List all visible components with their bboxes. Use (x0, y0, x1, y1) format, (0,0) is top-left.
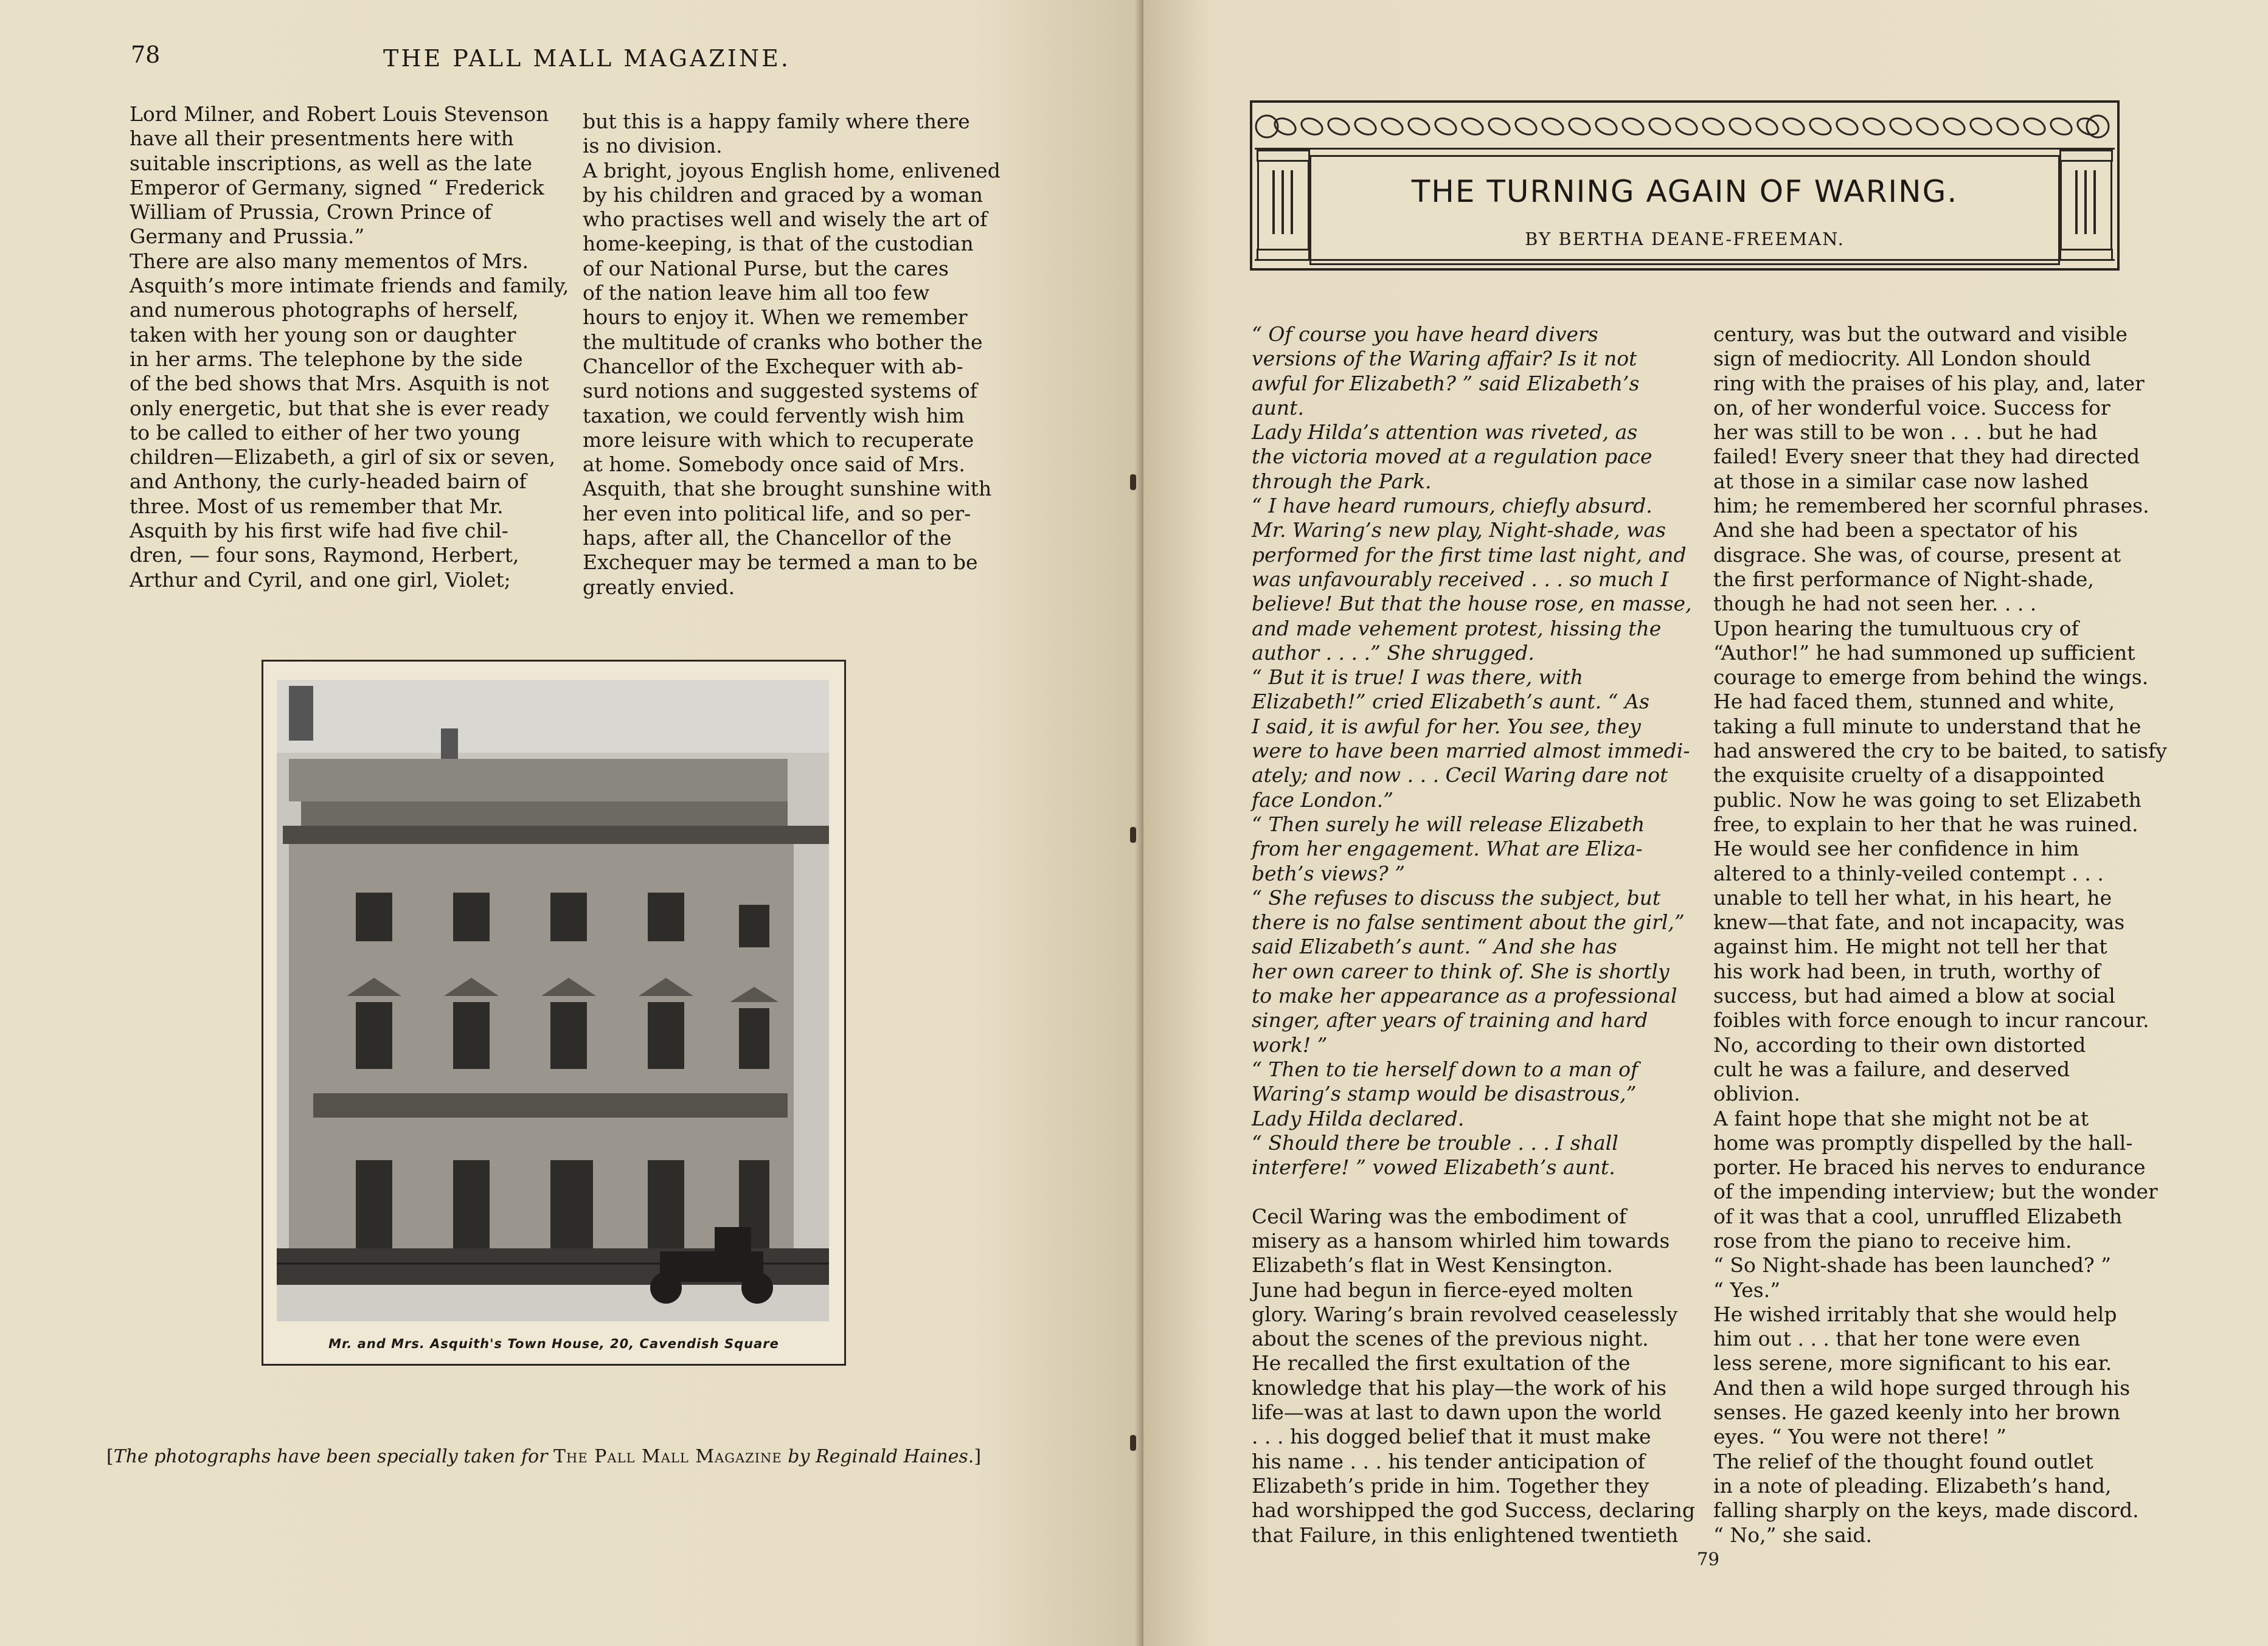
pillar-right (2060, 150, 2112, 260)
right-page (1143, 0, 2268, 1646)
text-line: “Author!” he had summoned up sufficient (1713, 640, 2135, 665)
text-line: beth’s views? ” (1252, 861, 1406, 885)
text-line: Emperor of Germany, signed “ Frederick (130, 175, 544, 199)
text-line: Germany and Prussia.” (130, 224, 365, 249)
credit-text-b: by Reginald Haines. (788, 1446, 974, 1467)
text-line: Chancellor of the Exchequer with ab- (583, 354, 963, 378)
text-line: He recalled the first exultation of the (1252, 1351, 1631, 1375)
text-line: ring with the praises of his play, and, later (1713, 371, 2145, 395)
text-line: “ But it is true! I was there, with (1252, 665, 1583, 690)
text-line: June had begun in fierce-eyed molten (1252, 1278, 1633, 1302)
text-line: success, but had aimed a blow at social (1713, 984, 2115, 1008)
text-line: No, according to their own distorted (1713, 1032, 2086, 1057)
text-line: Lord Milner, and Robert Louis Stevenson (130, 102, 549, 126)
text-line: greatly envied. (583, 575, 735, 599)
frieze-pattern (1255, 105, 2110, 148)
pillar-left (1257, 150, 1309, 260)
text-line: and numerous photographs of herself, (130, 298, 519, 322)
text-line: “ Should there be trouble . . . I shall (1252, 1130, 1618, 1155)
text-line: He had faced them, stunned and white, (1713, 690, 2115, 714)
magazine-title: THE PALL MALL MAGAZINE. (383, 45, 791, 72)
text-line: Elizabeth’s flat in West Kensington. (1252, 1253, 1613, 1278)
text-line: And then a wild hope surged through his (1713, 1375, 2131, 1400)
text-line: William of Prussia, Crown Prince of (130, 200, 492, 224)
text-line: “ Of course you have heard divers (1252, 322, 1598, 346)
text-line: failed! Every sneer that they had directed (1713, 444, 2140, 469)
text-line: eyes. “ You were not there! ” (1713, 1425, 2006, 1449)
text-line: had answered the cry to be baited, to satisfy (1713, 739, 2167, 763)
text-line: of the nation leave him all too few (583, 281, 930, 305)
text-line: face London.” (1252, 787, 1394, 812)
right-column-1 (1252, 322, 1695, 1547)
text-line: his name . . . his tender anticipation of (1252, 1449, 1645, 1473)
text-line: less serene, more significant to his ear. (1713, 1351, 2112, 1375)
page-number-left: 78 (131, 41, 161, 68)
text-line: in her arms. The telephone by the side (130, 347, 523, 371)
text-line: more leisure with which to recuperate (583, 427, 974, 452)
text-line: of the bed shows that Mrs. Asquith is not (130, 372, 549, 396)
text-line: surd notions and suggested systems of (583, 379, 978, 403)
text-line: of the impending interview; but the wonder (1713, 1180, 2158, 1204)
story-title-box (1250, 100, 2120, 271)
text-line: sign of mediocrity. All London should (1713, 347, 2091, 371)
text-line: the first performance of Night-shade, (1713, 567, 2094, 591)
text-line: Exchequer may be termed a man to be (583, 550, 978, 575)
text-line: knowledge that his play—the work of his (1252, 1375, 1667, 1400)
text-line: only energetic, but that she is ever ready (130, 396, 549, 420)
text-line: about the scenes of the previous night. (1252, 1327, 1649, 1351)
text-line: there is no false sentiment about the girl,” (1252, 910, 1685, 935)
text-line: suitable inscriptions, as well as the late (130, 151, 533, 175)
text-line: have all their presentments here with (130, 126, 514, 151)
binding-stitch (1130, 827, 1136, 843)
text-line: the victoria moved at a regulation pace (1252, 444, 1652, 469)
text-line: Arthur and Cyril, and one girl, Violet; (130, 567, 511, 592)
text-line: her was still to be won . . . but he had (1713, 420, 2098, 444)
credit-magazine: The Pall Mall Magazine (553, 1446, 782, 1467)
text-line: through the Park. (1252, 469, 1432, 493)
text-line: was unfavourably received . . . so much I (1252, 567, 1669, 591)
text-line: on, of her wonderful voice. Success for (1713, 395, 2110, 420)
text-line: knew—that fate, and not incapacity, was (1713, 910, 2125, 935)
text-line: A faint hope that she might not be at (1713, 1106, 2089, 1130)
text-line: “ Yes.” (1713, 1278, 1781, 1302)
text-line: author . . . .” She shrugged. (1252, 640, 1535, 665)
text-line: senses. He gazed keenly into her brown (1713, 1400, 2120, 1425)
photo-frame (262, 660, 846, 1366)
text-line: Cecil Waring was the embodiment of (1252, 1204, 1627, 1228)
credit-text-a: The photographs have been specially taken for (113, 1446, 548, 1467)
left-column-1 (130, 102, 569, 592)
text-line: believe! But that the house rose, en masse, (1252, 592, 1692, 616)
text-line: but this is a happy family where there (583, 109, 970, 133)
text-line: misery as a hansom whirled him towards (1252, 1228, 1670, 1253)
text-line: her own career to think of. She is shortly (1252, 959, 1670, 983)
binding-stitch (1130, 474, 1136, 490)
text-line: and Anthony, the curly-headed bairn of (130, 469, 527, 494)
text-line: There are also many mementos of Mrs. (130, 249, 529, 273)
text-line: foibles with force enough to incur rancour. (1713, 1008, 2149, 1032)
text-line: And she had been a spectator of his (1713, 518, 2078, 542)
text-line: of it was that a cool, unruffled Elizabeth (1713, 1204, 2123, 1228)
text-line: . . . his dogged belief that it must make (1252, 1425, 1651, 1449)
text-line: A bright, joyous English home, enlivened (583, 158, 1000, 182)
text-line: said Elizabeth’s aunt. “ And she has (1252, 935, 1617, 959)
text-line: cult he was a failure, and deserved (1713, 1057, 2070, 1081)
text-line: altered to a thinly-veiled contempt . . . (1713, 861, 2104, 885)
text-line: He would see her confidence in him (1713, 837, 2079, 861)
text-line: children—Elizabeth, a girl of six or seven, (130, 445, 556, 469)
right-column-2 (1713, 322, 2167, 1547)
text-line: home was promptly dispelled by the hall- (1713, 1130, 2133, 1155)
text-line: and made vehement protest, hissing the (1252, 616, 1662, 640)
text-line: taken with her young son or daughter (130, 322, 516, 347)
text-line: life—was at last to dawn upon the world (1252, 1400, 1662, 1425)
text-line: versions of the Waring affair? Is it not (1252, 347, 1637, 371)
text-line: “ She refuses to discuss the subject, but (1252, 885, 1661, 910)
text-line: public. Now he was going to set Elizabeth (1713, 787, 2141, 812)
text-line: ately; and now . . . Cecil Waring dare not (1252, 763, 1668, 787)
text-line: him out . . . that her tone were even (1713, 1327, 2081, 1351)
text-line: Lady Hilda’s attention was riveted, as (1252, 420, 1638, 444)
text-line: oblivion. (1713, 1082, 1800, 1106)
text-line: home-keeping, is that of the custodian (583, 232, 974, 256)
text-line (1252, 1180, 1684, 1204)
text-line: Asquith’s more intimate friends and family, (130, 274, 569, 298)
building-illustration (277, 680, 829, 1321)
text-line: her even into political life, and so per- (583, 501, 971, 525)
ornamental-frieze (1255, 105, 2115, 150)
story-title: THE TURNING AGAIN OF WARING. (1411, 174, 1958, 209)
text-line: Elizabeth’s pride in him. Together they (1252, 1473, 1649, 1498)
text-line: dren, — four sons, Raymond, Herbert, (130, 543, 519, 567)
text-line: his work had been, in truth, worthy of (1713, 959, 2101, 983)
text-line: in a note of pleading. Elizabeth’s hand, (1713, 1473, 2112, 1498)
text-line: unable to tell her what, in his heart, he (1713, 885, 2112, 910)
text-line: though he had not seen her. . . . (1713, 592, 2037, 616)
text-line: century, was but the outward and visible (1713, 322, 2128, 346)
town-house-photo (277, 680, 829, 1321)
text-line: glory. Waring’s brain revolved ceaselessly (1252, 1302, 1678, 1326)
text-line: to be called to either of her two young (130, 420, 521, 444)
text-line: Asquith by his first wife had five chil- (130, 519, 508, 543)
text-line: courage to emerge from behind the wings. (1713, 665, 2149, 690)
text-line: haps, after all, the Chancellor of the (583, 526, 952, 550)
text-line: taxation, we could fervently wish him (583, 403, 965, 427)
text-line: “ So Night-shade has been launched? ” (1713, 1253, 2112, 1278)
text-line: I said, it is awful for her. You see, they (1252, 714, 1641, 738)
text-line: “ Then to tie herself down to a man of (1252, 1057, 1639, 1081)
text-line: Lady Hilda declared. (1252, 1106, 1465, 1130)
page-number-right: 79 (1697, 1549, 1719, 1569)
text-line: Asquith, that she brought sunshine with (583, 477, 992, 501)
text-line: singer, after years of training and hard (1252, 1008, 1648, 1032)
text-line: had worshipped the god Success, declaring (1252, 1498, 1695, 1523)
text-line: “ Then surely he will release Elizabeth (1252, 812, 1645, 836)
text-line: taking a full minute to understand that he (1713, 714, 2141, 738)
text-line: He wished irritably that she would help (1713, 1302, 2117, 1326)
text-line: at those in a similar case now lashed (1713, 469, 2089, 493)
text-line: the multitude of cranks who bother the (583, 330, 983, 354)
text-line: against him. He might not tell her that (1713, 935, 2107, 959)
text-line: of our National Purse, but the cares (583, 256, 949, 280)
text-line: who practises well and wisely the art of (583, 207, 988, 232)
text-line: hours to enjoy it. When we remember (583, 305, 968, 330)
text-line: Upon hearing the tumultuous cry of (1713, 616, 2079, 640)
text-line: by his children and graced by a woman (583, 182, 983, 207)
text-line: three. Most of us remember that Mr. (130, 494, 504, 518)
text-line: Mr. Waring’s new play, Night-shade, was (1252, 518, 1666, 542)
text-line: at home. Somebody once said of Mrs. (583, 452, 965, 477)
text-line: aunt. (1252, 395, 1304, 420)
text-line: performed for the first time last night, and (1252, 542, 1687, 567)
title-panel (1309, 155, 2060, 265)
text-line: Waring’s stamp would be disastrous,” (1252, 1082, 1637, 1106)
running-head (131, 41, 1025, 78)
photo-credit: [The photographs have been specially taken for The Pall Mall Magazine by Reginald Haines.] (106, 1446, 982, 1467)
text-line: awful for Elizabeth? ” said Elizabeth’s (1252, 371, 1640, 395)
text-line: to make her appearance as a professional (1252, 984, 1677, 1008)
text-line: that Failure, in this enlightened twentieth (1252, 1523, 1679, 1547)
text-line: were to have been married almost immedi- (1252, 739, 1690, 763)
text-line: him; he remembered her scornful phrases. (1713, 494, 2149, 518)
text-line: disgrace. She was, of course, present at (1713, 542, 2121, 567)
text-line: “ I have heard rumours, chiefly absurd. (1252, 494, 1652, 518)
left-column-2 (583, 109, 1019, 600)
photo-caption: Mr. and Mrs. Asquith's Town House, 20, Cavendish Square (328, 1337, 779, 1351)
text-line: rose from the piano to receive him. (1713, 1228, 2072, 1253)
text-line: is no division. (583, 134, 723, 158)
text-line: “ No,” she said. (1713, 1523, 1872, 1547)
text-line: interfere! ” vowed Elizabeth’s aunt. (1252, 1155, 1615, 1180)
binding-stitch (1130, 1435, 1136, 1451)
text-line: from her engagement. What are Eliza- (1252, 837, 1643, 861)
text-line: The relief of the thought found outlet (1713, 1449, 2093, 1473)
text-line: falling sharply on the keys, made discord. (1713, 1498, 2139, 1523)
text-line: free, to explain to her that he was ruined. (1713, 812, 2138, 836)
text-line: the exquisite cruelty of a disappointed (1713, 763, 2105, 787)
text-line: Elizabeth!” cried Elizabeth’s aunt. “ As (1252, 690, 1649, 714)
text-line: work! ” (1252, 1032, 1328, 1057)
text-line: porter. He braced his nerves to endurance (1713, 1155, 2146, 1180)
byline: BY BERTHA DEANE-FREEMAN. (1525, 229, 1845, 249)
